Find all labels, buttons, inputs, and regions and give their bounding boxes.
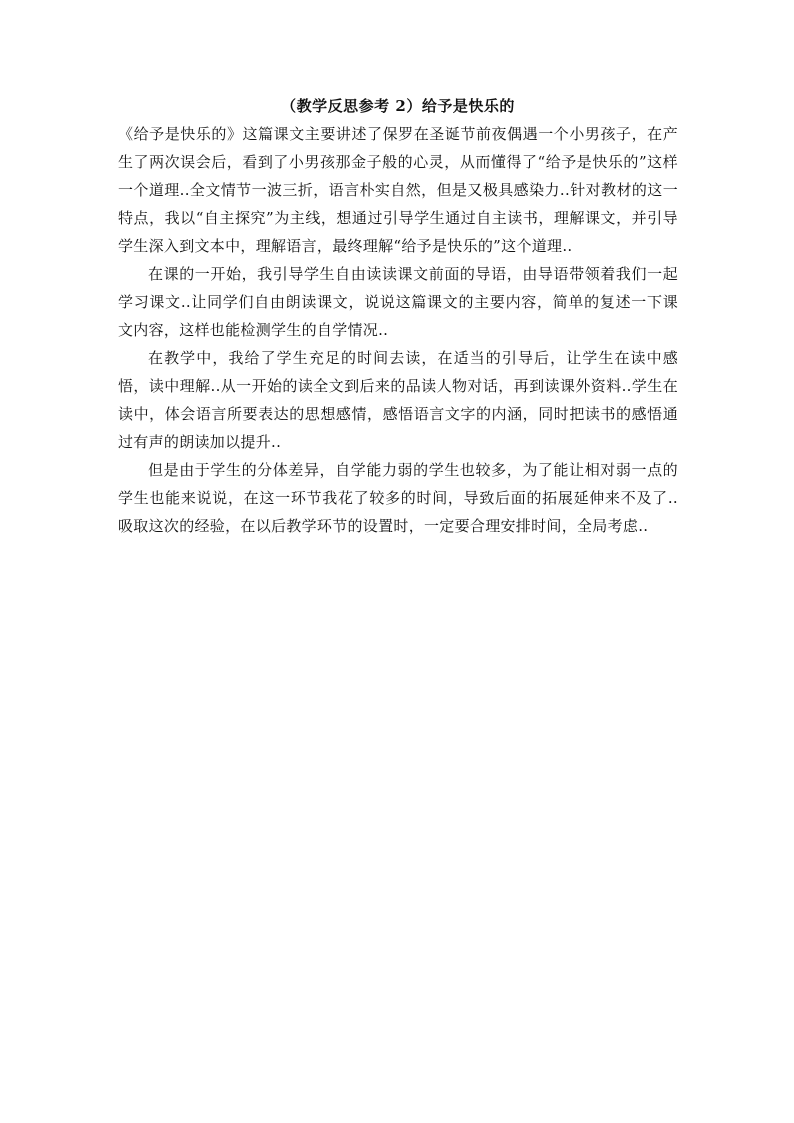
paragraph-reflection: 但是由于学生的分体差异，自学能力弱的学生也较多，为了能让相对弱一点的学生也能来说说，在这一环节我花了较多的时间，导致后面的拓展延伸来不及了..吸取这次的经验，在以后教学环节的设置时，一定要合理安排时间，全局考虑.. xyxy=(118,461,678,535)
paragraph-intro: 《给予是快乐的》这篇课文主要讲述了保罗在圣诞节前夜偶遇一个小男孩子，在产生了两次误会后，看到了小男孩那金子般的心灵，从而懂得了“给予是快乐的”这样一个道理..全文情节一波三折，语言朴实自然，但是又极具感染力..针对教材的这一特点，我以“自主探究”为主线，想通过引导学生通过自主读书，理解课文，并引导学生深入到文本中，理解语言，最终理解“给予是快乐的”这个道理.. xyxy=(118,125,678,255)
document-title: （教学反思参考 2）给予是快乐的 xyxy=(281,97,515,115)
paragraph-opening: 在课的一开始，我引导学生自由读读课文前面的导语，由导语带领着我们一起学习课文..让同学们自由朗读课文，说说这篇课文的主要内容，简单的复述一下课文内容，这样也能检测学生的自学情况.. xyxy=(118,265,678,339)
paragraph-teaching: 在教学中，我给了学生充足的时间去读，在适当的引导后，让学生在读中感悟，读中理解..从一开始的读全文到后来的品读人物对话，再到读课外资料..学生在读中，体会语言所要表达的思想感情，感悟语言文字的内涵，同时把读书的感悟通过有声的朗读加以提升.. xyxy=(118,349,678,451)
document-body xyxy=(118,92,678,540)
